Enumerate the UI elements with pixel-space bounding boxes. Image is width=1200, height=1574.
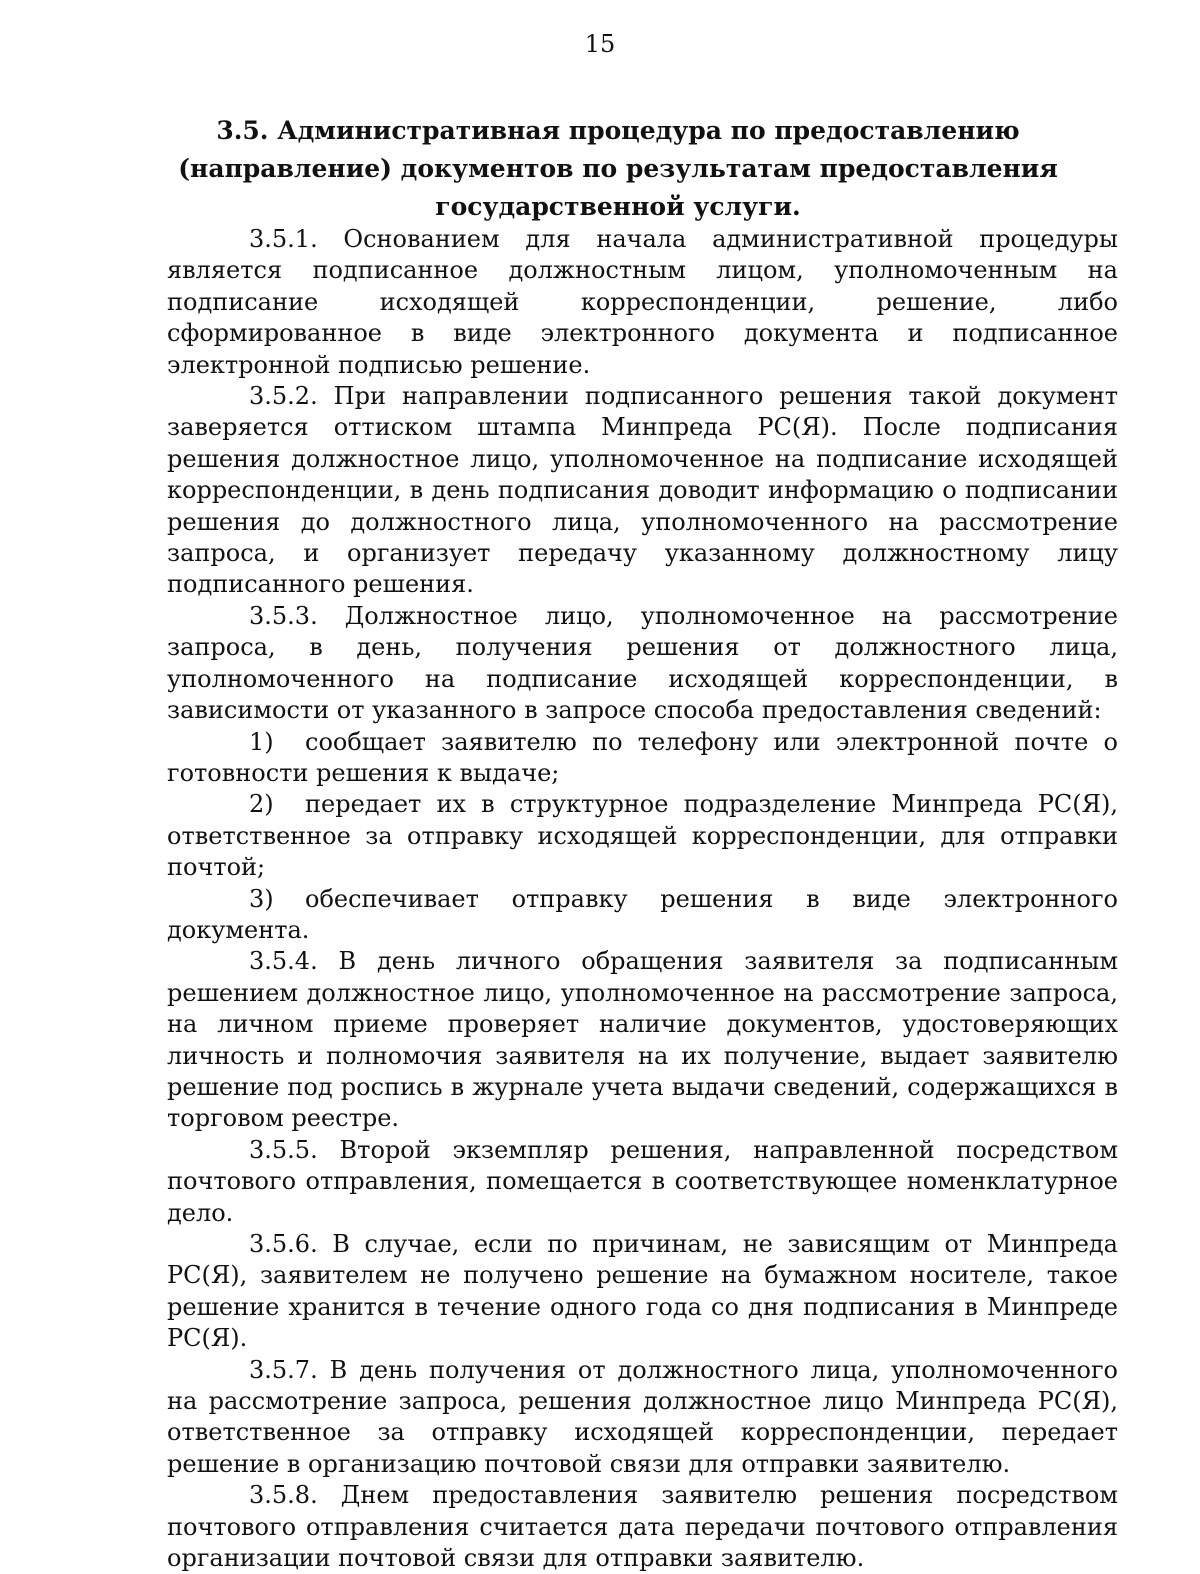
document-body (167, 224, 1118, 1574)
paragraph-3-5-8: 3.5.8. Днем предоставления заявителю решения посредством почтового отправления считается дата передачи почтового отправления организации почтовой связи для отправки заявителю. (167, 1481, 1118, 1573)
paragraph-3-5-7: 3.5.7. В день получения от должностного лица, уполномоченного на рассмотрение запроса, решения должностное лицо Минпреда РС(Я), ответственное за отправку исходящей корреспонденции, передает решение в организацию почтовой связи для отправки заявителю. (167, 1355, 1118, 1478)
paragraph-3-5-6: 3.5.6. В случае, если по причинам, не зависящим от Минпреда РС(Я), заявителем не получено решение на бумажном носителе, такое решение хранится в течение одного года со дня подписания в Минпреде РС(Я). (167, 1230, 1118, 1353)
list-item-3 (167, 884, 1118, 947)
paragraph-3-5-5: 3.5.5. Второй экземпляр решения, направленной посредством почтового отправления, помещается в соответствующее номенклатурное дело. (167, 1135, 1118, 1227)
list-item-text: обеспечивает отправку решения в виде электронного документа. (167, 884, 1118, 944)
section-heading: 3.5. Административная процедура по предоставлению (направление) документов по результатам предоставления государственной услуги. (178, 116, 1058, 221)
page-number: 15 (584, 30, 616, 58)
list-item-2 (167, 789, 1118, 883)
list-item-text: сообщает заявителю по телефону или электронной почте о готовности решения к выдаче; (167, 727, 1118, 787)
paragraph-3-5-1: 3.5.1. Основанием для начала административной процедуры является подписанное должностным лицом, уполномоченным на подписание исходящей корреспонденции, решение, либо сформированное в виде электронного документа и подписанное электронной подписью решение. (167, 225, 1118, 379)
paragraph-3-5-3: 3.5.3. Должностное лицо, уполномоченное на рассмотрение запроса, в день, получения решения от должностного лица, уполномоченного на подписание исходящей корреспонденции, в зависимости от указанного в запросе способа предоставления сведений: (167, 601, 1118, 725)
list-item-1 (167, 727, 1118, 790)
paragraph-3-5-2: 3.5.2. При направлении подписанного решения такой документ заверяется оттиском штампа Минпреда РС(Я). После подписания решения должностное лицо, уполномоченное на подписание исходящей корреспонденции, в день подписания доводит информацию о подписании решения до должностного лица, уполномоченного на рассмотрение запроса, и организует передачу указанному должностному лицу подписанного решения. (167, 382, 1118, 599)
list-item-number: 3) (249, 884, 274, 913)
list-item-number: 2) (249, 790, 274, 819)
list-item-text: передает их в структурное подразделение Минпреда РС(Я), ответственное за отправку исходящей корреспонденции, для отправки почтой; (167, 790, 1118, 882)
paragraph-3-5-4: 3.5.4. В день личного обращения заявителя за подписанным решением должностное лицо, уполномоченное на рассмотрение запроса, на личном приеме проверяет наличие документов, удостоверяющих личность и полномочия заявителя на их получение, выдает заявителю решение под роспись в журнале учета выдачи сведений, содержащихся в торговом реестре. (167, 947, 1118, 1133)
list-item-number: 1) (249, 727, 274, 756)
